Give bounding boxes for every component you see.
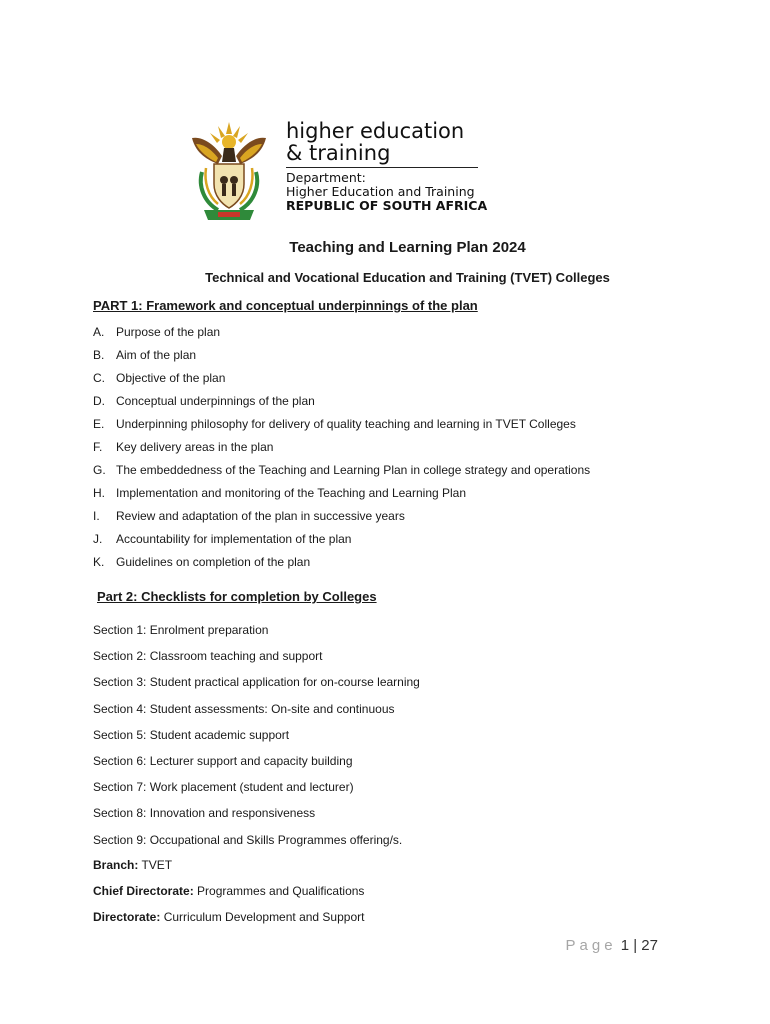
- chief-directorate-line: Chief Directorate: Programmes and Qualifications: [93, 884, 365, 898]
- section-item: Section 6: Lecturer support and capacity building: [93, 753, 353, 768]
- section-item: Section 9: Occupational and Skills Programmes offering/s.: [93, 832, 403, 847]
- list-item: K. Guidelines on completion of the plan: [93, 555, 311, 569]
- list-item: F. Key delivery areas in the plan: [93, 440, 274, 454]
- list-item: D. Conceptual underpinnings of the plan: [93, 394, 315, 408]
- section-item: Section 4: Student assessments: On-site and continuous: [93, 701, 395, 716]
- section-item: Section 1: Enrolment preparation: [93, 623, 269, 637]
- part2-sections: [93, 623, 420, 859]
- directorate-line: Directorate: Curriculum Development and Support: [93, 910, 365, 924]
- list-item: E. Underpinning philosophy for delivery of quality teaching and learning in TVET Colleges: [93, 417, 576, 431]
- list-item: H. Implementation and monitoring of the Teaching and Learning Plan: [93, 486, 467, 500]
- part1-list: [93, 325, 590, 578]
- country-name: REPUBLIC OF SOUTH AFRICA: [286, 198, 488, 213]
- brand-line-2: & training: [286, 141, 391, 165]
- page-word: Page: [565, 937, 617, 954]
- department-full-name: Higher Education and Training: [286, 184, 475, 199]
- coat-of-arms-icon: [188, 120, 270, 224]
- list-item: C. Objective of the plan: [93, 371, 226, 385]
- list-item: I. Review and adaptation of the plan in successive years: [93, 509, 405, 523]
- document-title: Teaching and Learning Plan 2024: [289, 239, 526, 256]
- department-name: [286, 171, 487, 213]
- part1-heading: PART 1: Framework and conceptual underpinnings of the plan: [93, 298, 478, 313]
- section-item: Section 2: Classroom teaching and support: [93, 649, 323, 664]
- section-item: Section 5: Student academic support: [93, 727, 290, 742]
- branch-line: Branch: TVET: [93, 858, 173, 872]
- list-item: B. Aim of the plan: [93, 348, 197, 362]
- document-subtitle: Technical and Vocational Education and Training (TVET) Colleges: [205, 270, 610, 285]
- brand-divider: [286, 167, 478, 168]
- part2-heading: Part 2: Checklists for completion by Colleges: [97, 589, 377, 604]
- list-item: A. Purpose of the plan: [93, 325, 221, 339]
- brand-wordmark: [286, 120, 464, 164]
- list-item: G. The embeddedness of the Teaching and Learning Plan in college strategy and operations: [93, 463, 591, 477]
- page-number: 1 | 27: [620, 937, 658, 954]
- section-item: Section 8: Innovation and responsiveness: [93, 806, 316, 821]
- department-logo: [188, 120, 488, 225]
- brand-line-1: higher education: [286, 119, 465, 143]
- list-item: J. Accountability for implementation of the plan: [93, 532, 352, 546]
- department-label: Department:: [286, 170, 366, 185]
- document-meta: [93, 858, 364, 936]
- page-footer: [566, 937, 658, 954]
- section-item: Section 7: Work placement (student and lecturer): [93, 780, 354, 795]
- section-item: Section 3: Student practical application for on-course learning: [93, 675, 420, 690]
